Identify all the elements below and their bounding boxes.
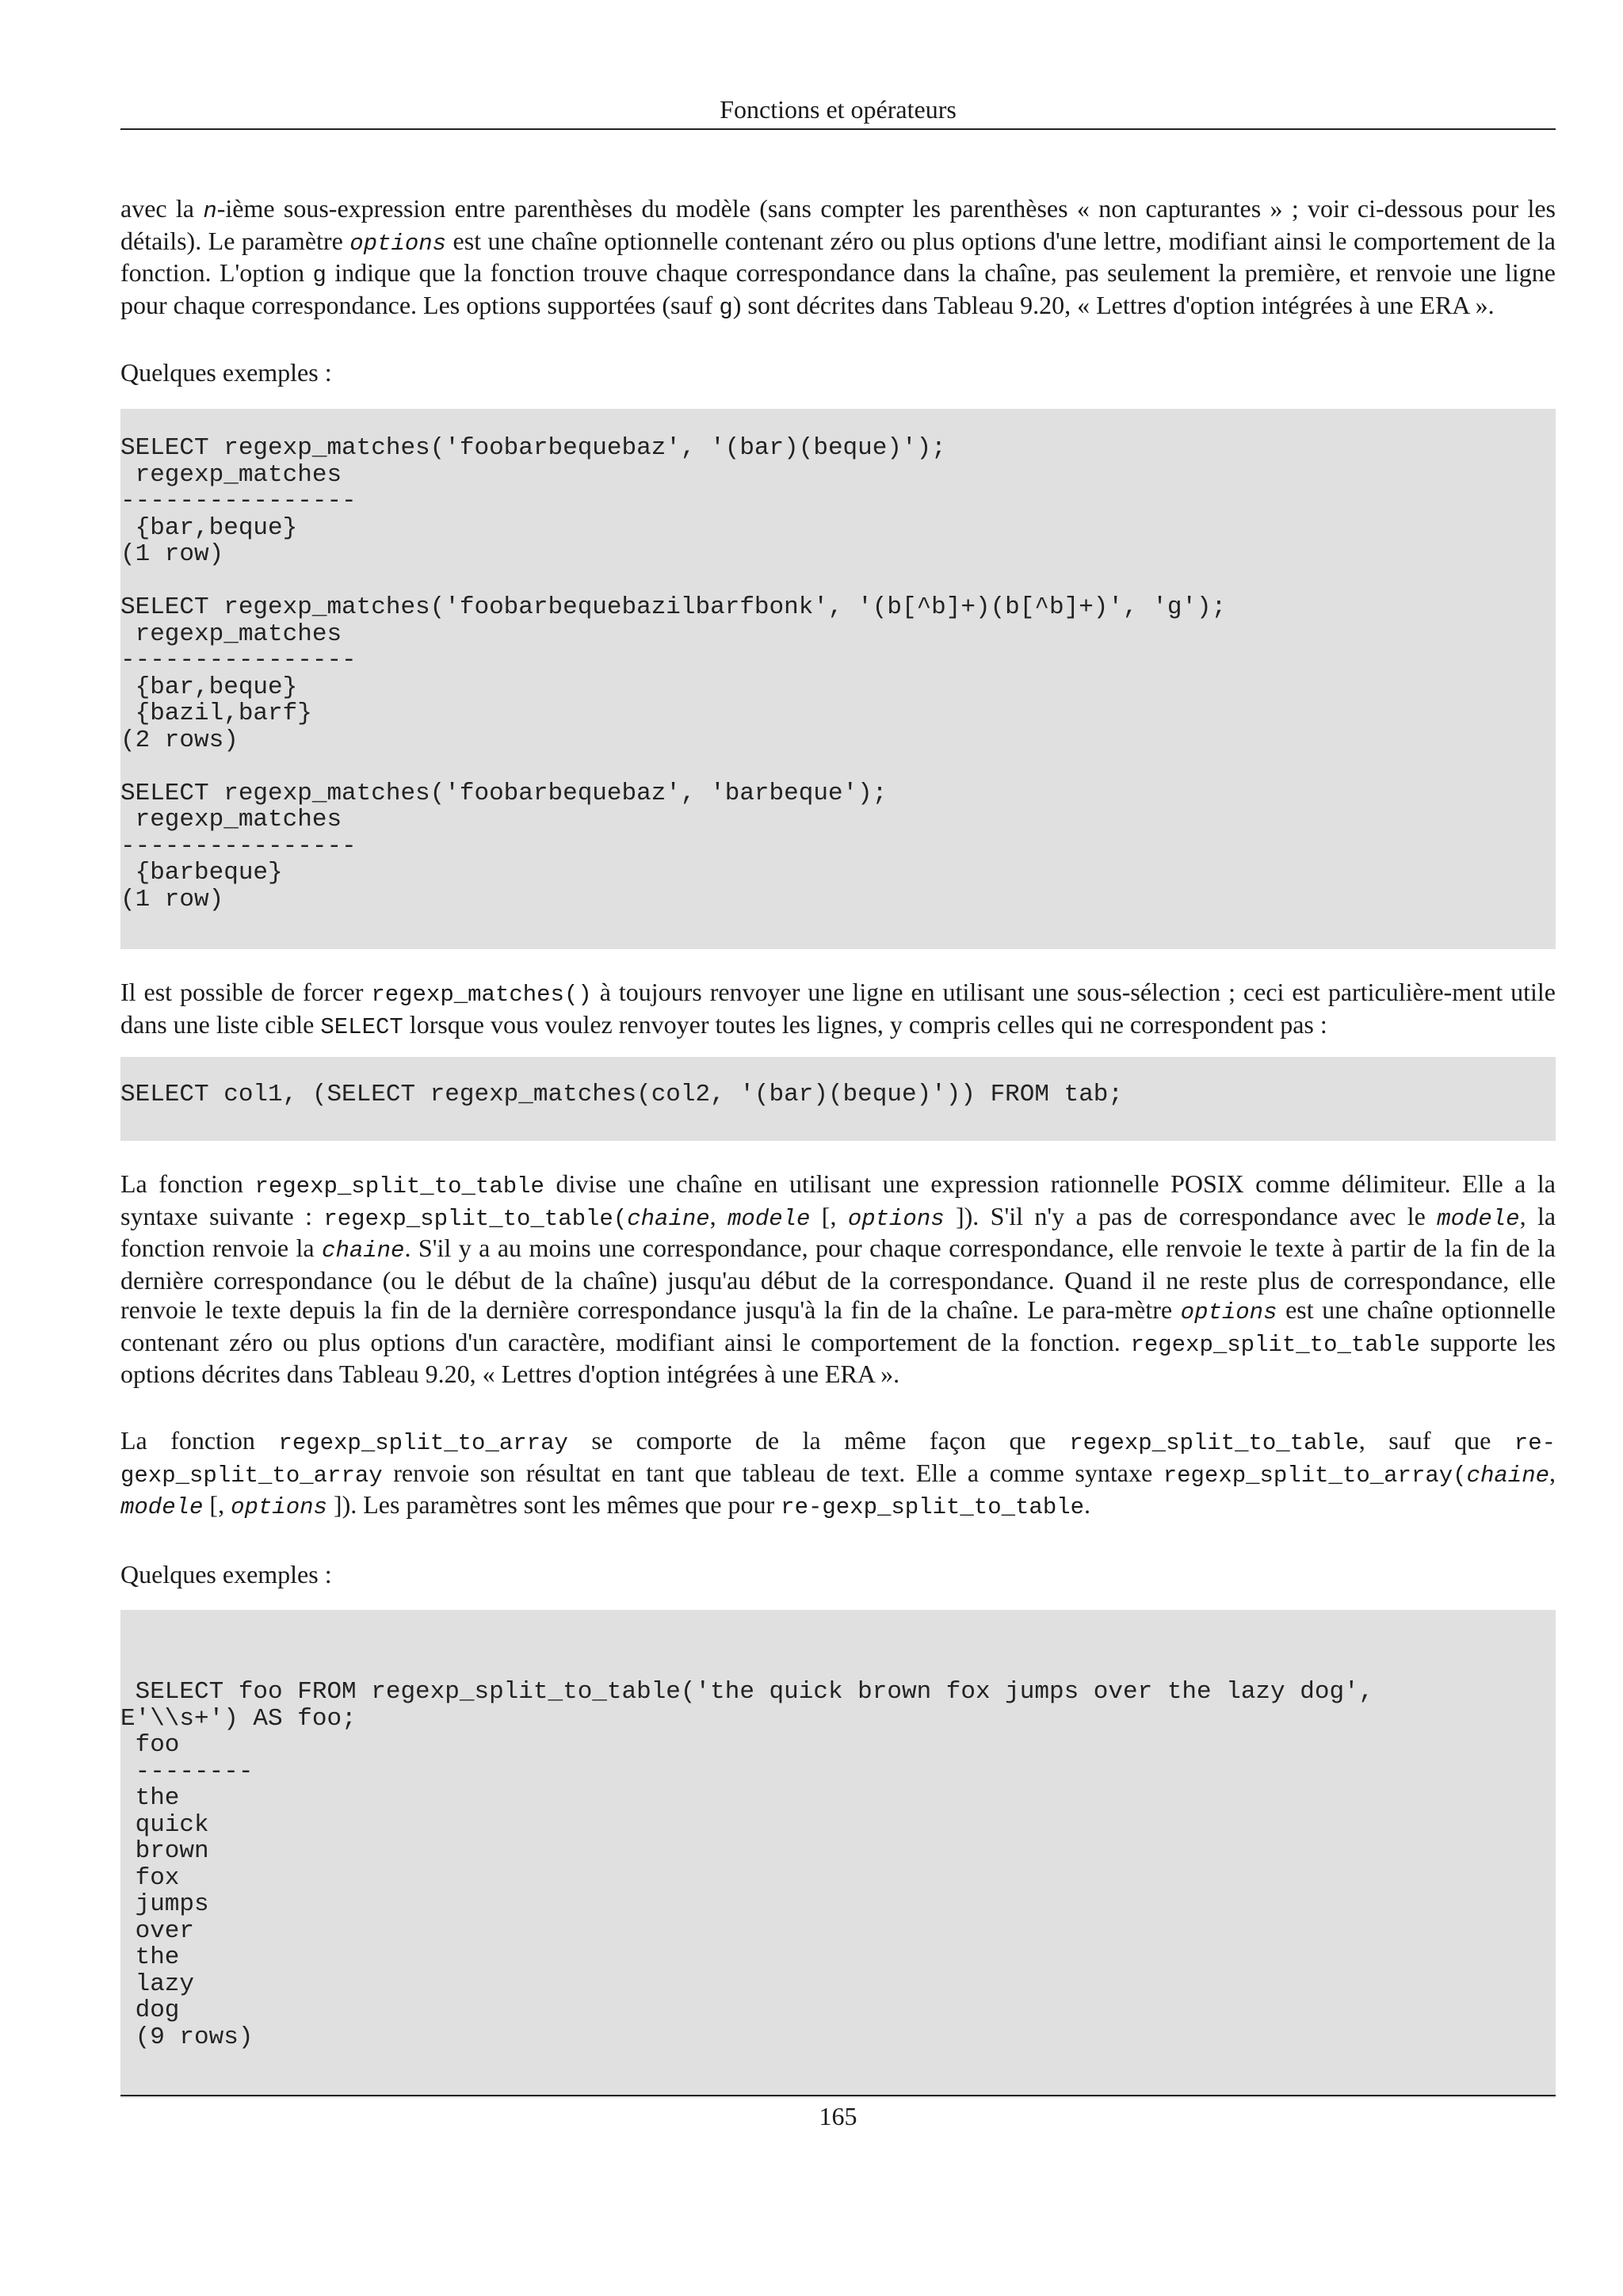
text-run: , <box>709 1201 728 1230</box>
code-line <box>120 1653 1556 1680</box>
code-line: dog <box>120 1997 180 2024</box>
inline-code: g <box>719 294 733 321</box>
text-run: ) sont décrites dans Tableau 9.20, « Lettres d'option intégrées à une ERA ». <box>732 290 1495 319</box>
code-line: SELECT regexp_matches('foobarbequebaz', 'barbeque'); <box>120 779 888 807</box>
text-run: à toujours renvoyer une ligne en utilisant une sous-sélection ; ceci est particulière-ment utile dans une liste cible <box>120 978 1556 1039</box>
code-line: (9 rows) <box>120 2023 254 2051</box>
code-line: (2 rows) <box>120 726 239 754</box>
examples-label-2: Quelques exemples : <box>120 1560 332 1589</box>
code-line: the <box>120 1784 180 1812</box>
running-header: Fonctions et opérateurs <box>720 95 957 124</box>
code-line: quick <box>120 1810 209 1839</box>
text-run: -ième sous-expression entre parenthèses du modèle (sans compter les parenthèses « non capturantes » ; voir ci-dessous pour les détails). Le paramètre <box>120 194 1556 255</box>
header-rule <box>120 128 1556 130</box>
inline-parameter: n <box>203 198 217 224</box>
text-run: avec la <box>120 194 204 223</box>
text-run: est une chaîne optionnelle contenant zéro ou plus options d'un caractère, modifiant ainsi le comportement de la fonction. <box>120 1295 1556 1356</box>
inline-code: regexp_matches() <box>371 982 592 1008</box>
inline-code: re-gexp_split_to_array <box>120 1430 1556 1489</box>
code-line: fox <box>120 1863 180 1892</box>
code-line: SELECT foo FROM regexp_split_to_table('the quick brown fox jumps over the lazy dog', <box>120 1678 1374 1706</box>
code-line: lazy <box>120 1970 195 1998</box>
code-line: {bar,beque} <box>120 673 298 701</box>
code-line: -------- <box>120 1757 254 1786</box>
text-run: . S'il y a au moins une correspondance, pour chaque correspondance, elle renvoie le texte à partir de la fin de la dernière correspondance (ou le début de la chaîne) jusqu'au début de la correspondance. Quand il ne reste plus de correspondance, elle renvoie le texte depuis la fin de la dernière correspondance jusqu'à la fin de la chaîne. Le para-mètre <box>120 1234 1556 1324</box>
code-block-split-examples <box>120 1610 1556 2098</box>
inline-parameter: modele <box>727 1205 811 1232</box>
code-line: {bazil,barf} <box>120 700 312 727</box>
code-line <box>120 753 1556 780</box>
code-line: foo <box>120 1731 180 1759</box>
inline-code: regexp_split_to_array( <box>1163 1462 1467 1489</box>
code-block-regexp-matches <box>120 409 1556 949</box>
text-run: La fonction <box>120 1169 255 1198</box>
text-run: ]). S'il n'y a pas de correspondance avec le <box>944 1201 1438 1230</box>
code-line <box>120 568 1556 595</box>
text-run: ]). Les paramètres sont les mêmes que pour <box>327 1490 781 1519</box>
inline-parameter: options <box>349 230 447 257</box>
text-run: La fonction <box>120 1426 279 1455</box>
paragraph-regexp-matches-description <box>120 194 1556 322</box>
code-line: SELECT regexp_matches('foobarbequebaz', '(bar)(beque)'); <box>120 434 946 462</box>
code-line: {barbeque} <box>120 859 283 887</box>
text-run: est une chaîne optionnelle contenant zéro ou plus options d'une lettre, modifiant ainsi le comportement de la fonction. L'option <box>120 226 1556 287</box>
text-run: [, <box>810 1201 848 1230</box>
text-run: divise une chaîne en utilisant une expression rationnelle POSIX comme délimiteur. Elle a la syntaxe suivante : <box>120 1169 1556 1230</box>
inline-parameter: options <box>231 1494 327 1520</box>
text-run: . <box>1084 1490 1091 1519</box>
inline-parameter: options <box>847 1205 945 1232</box>
inline-parameter: modele <box>1437 1205 1520 1232</box>
inline-code: regexp_split_to_array <box>278 1430 568 1456</box>
inline-parameter: options <box>1180 1299 1277 1325</box>
code-line: SELECT regexp_matches('foobarbequebazilbarfbonk', '(b[^b]+)(b[^b]+)', 'g'); <box>120 593 1227 621</box>
code-line: regexp_matches <box>120 806 342 833</box>
inline-code: regexp_split_to_table( <box>323 1205 628 1232</box>
text-run: indique que la fonction trouve chaque correspondance dans la chaîne, pas seulement la première, et renvoie une ligne pour chaque correspondance. Les options supportées (sauf <box>120 258 1556 319</box>
inline-parameter: chaine <box>1466 1462 1549 1489</box>
code-line: jumps <box>120 1890 209 1918</box>
code-line: ---------------- <box>120 487 357 515</box>
text-run: , sauf que <box>1358 1426 1514 1455</box>
code-block-subselect <box>120 1057 1556 1141</box>
text-run: [, <box>203 1490 231 1519</box>
paragraph-split-to-table <box>120 1169 1556 1390</box>
text-run: supporte les options décrites dans Tableau 9.20, « Lettres d'option intégrées à une ERA ». <box>120 1327 1556 1388</box>
code-line: ---------------- <box>120 832 357 860</box>
code-line: the <box>120 1943 180 1971</box>
code-line: over <box>120 1917 195 1945</box>
text-run: , <box>1549 1458 1556 1487</box>
text-run: renvoie son résultat en tant que tableau de text. Elle a comme syntaxe <box>382 1458 1163 1487</box>
inline-code: g <box>312 262 327 288</box>
text-run: lorsque vous voulez renvoyer toutes les lignes, y compris celles qui ne correspondent pas : <box>403 1009 1327 1039</box>
code-line: (1 row) <box>120 540 224 568</box>
code-line: ---------------- <box>120 646 357 674</box>
paragraph-subselect <box>120 978 1556 1042</box>
inline-parameter: chaine <box>322 1238 405 1264</box>
code-line: (1 row) <box>120 885 224 913</box>
code-line: E'\\s+') AS foo; <box>120 1704 357 1733</box>
paragraph-split-to-array <box>120 1426 1556 1523</box>
text-run: Il est possible de forcer <box>120 978 372 1006</box>
code-line: brown <box>120 1837 209 1865</box>
inline-parameter: chaine <box>627 1205 710 1232</box>
page-number: 165 <box>819 2102 857 2130</box>
inline-parameter: modele <box>120 1494 204 1520</box>
inline-code: regexp_split_to_table <box>1069 1430 1359 1456</box>
inline-code: regexp_split_to_table <box>254 1173 544 1199</box>
inline-code: regexp_split_to_table <box>1130 1331 1420 1358</box>
inline-code: SELECT <box>320 1013 403 1040</box>
inline-code: re-gexp_split_to_table <box>781 1494 1085 1520</box>
text-run: se comporte de la même façon que <box>567 1426 1070 1455</box>
text-run: , la fonction renvoie la <box>120 1201 1556 1262</box>
code-line: SELECT col1, (SELECT regexp_matches(col2, '(bar)(beque)')) FROM tab; <box>120 1081 1124 1108</box>
footer-rule <box>120 2095 1556 2096</box>
code-line <box>120 1626 1556 1653</box>
code-line: regexp_matches <box>120 620 342 648</box>
code-line: regexp_matches <box>120 460 342 489</box>
code-line: {bar,beque} <box>120 513 298 542</box>
examples-label: Quelques exemples : <box>120 358 332 387</box>
